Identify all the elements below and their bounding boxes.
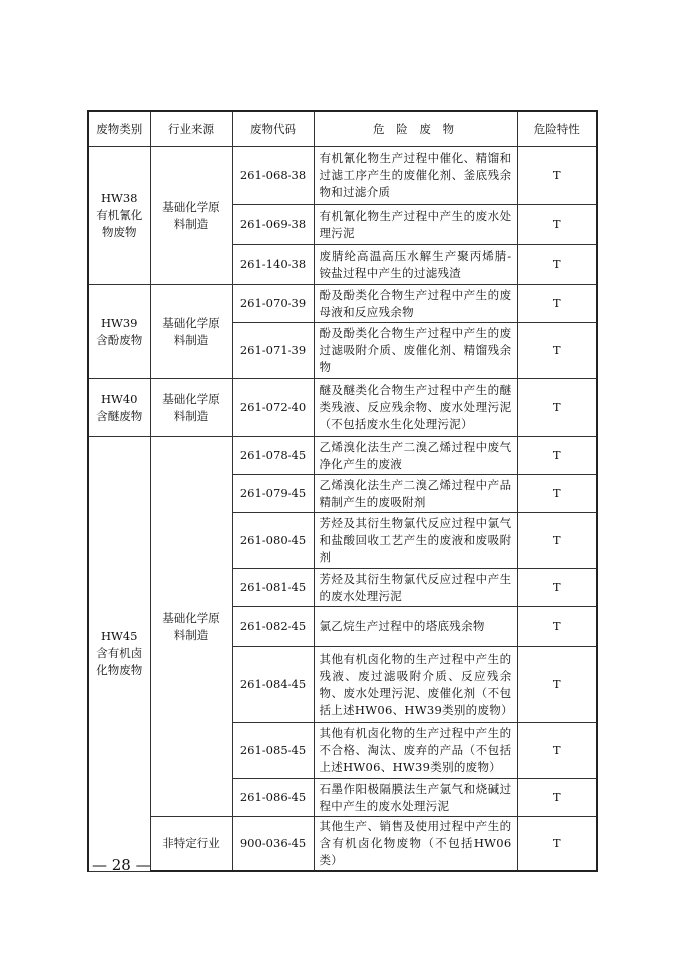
waste-description-cell: 芳烃及其衍生物氯代反应过程中产生的废水处理污泥: [314, 569, 517, 607]
waste-description-cell: 其他有机卤化物的生产过程中产生的不合格、淘汰、废弃的产品（不包括上述HW06、HW39类别的废物）: [314, 723, 517, 779]
waste-description-cell: 有机氰化物生产过程中催化、精馏和过滤工序产生的废催化剂、釜底残余物和过滤介质: [314, 147, 517, 205]
waste-description-cell: 酚及酚类化合物生产过程中产生的废母液和反应残余物: [314, 285, 517, 323]
table-row: [88, 147, 597, 205]
waste-description-cell: 有机氰化物生产过程中产生的废水处理污泥: [314, 205, 517, 245]
hazard-property-cell: T: [517, 607, 597, 647]
waste-description-cell: 其他生产、销售及使用过程中产生的含有机卤化物废物（不包括HW06类）: [314, 817, 517, 872]
hazard-property-cell: T: [517, 437, 597, 475]
table-row: [88, 285, 597, 323]
industry-source-cell: 基础化学原 料制造: [150, 437, 232, 817]
waste-description-cell: 石墨作阳极隔膜法生产氯气和烧碱过程中产生的废水处理污泥: [314, 779, 517, 817]
table-row: [88, 817, 597, 872]
hazard-property-cell: T: [517, 817, 597, 872]
industry-source-cell: 基础化学原 料制造: [150, 379, 232, 437]
hazard-property-cell: T: [517, 323, 597, 379]
waste-description-cell: 废腈纶高温高压水解生产聚丙烯腈-铵盐过程中产生的过滤残渣: [314, 245, 517, 285]
waste-code-cell: 261-084-45: [232, 647, 314, 723]
waste-code-cell: 900-036-45: [232, 817, 314, 872]
header-source: 行业来源: [150, 111, 232, 147]
waste-code-cell: 261-081-45: [232, 569, 314, 607]
waste-code-cell: 261-069-38: [232, 205, 314, 245]
hazard-property-cell: T: [517, 205, 597, 245]
hazard-property-cell: T: [517, 513, 597, 569]
waste-category-cell: HW39 含酚废物: [88, 285, 150, 379]
header-hazard: 危险特性: [517, 111, 597, 147]
waste-code-cell: 261-070-39: [232, 285, 314, 323]
hazard-property-cell: T: [517, 569, 597, 607]
hazardous-waste-table: [87, 110, 598, 872]
waste-code-cell: 261-068-38: [232, 147, 314, 205]
page-number: — 28 —: [92, 856, 151, 874]
hazard-property-cell: T: [517, 147, 597, 205]
industry-source-cell: 基础化学原 料制造: [150, 285, 232, 379]
waste-code-cell: 261-072-40: [232, 379, 314, 437]
waste-code-cell: 261-071-39: [232, 323, 314, 379]
waste-description-cell: 酚及酚类化合物生产过程中产生的废过滤吸附介质、废催化剂、精馏残余物: [314, 323, 517, 379]
hazard-property-cell: T: [517, 245, 597, 285]
waste-code-cell: 261-086-45: [232, 779, 314, 817]
waste-description-cell: 其他有机卤化物的生产过程中产生的残液、废过滤吸附介质、反应残余物、废水处理污泥、废催化剂（不包括上述HW06、HW39类别的废物）: [314, 647, 517, 723]
table-header-row: [88, 111, 597, 147]
waste-category-cell: HW40 含醚废物: [88, 379, 150, 437]
waste-code-cell: 261-140-38: [232, 245, 314, 285]
header-waste: 危 险 废 物: [314, 111, 517, 147]
waste-code-cell: 261-079-45: [232, 475, 314, 513]
waste-category-cell: HW38 有机氰化 物废物: [88, 147, 150, 285]
waste-description-cell: 乙烯溴化法生产二溴乙烯过程中废气净化产生的废液: [314, 437, 517, 475]
hazard-property-cell: T: [517, 647, 597, 723]
hazard-property-cell: T: [517, 475, 597, 513]
waste-category-cell: HW45 含有机卤 化物废物: [88, 437, 150, 872]
hazard-property-cell: T: [517, 285, 597, 323]
waste-description-cell: 氯乙烷生产过程中的塔底残余物: [314, 607, 517, 647]
table-row: [88, 379, 597, 437]
hazard-property-cell: T: [517, 379, 597, 437]
waste-code-cell: 261-080-45: [232, 513, 314, 569]
waste-description-cell: 芳烃及其衍生物氯代反应过程中氯气和盐酸回收工艺产生的废液和废吸附剂: [314, 513, 517, 569]
table-body: [88, 147, 597, 872]
header-category: 废物类别: [88, 111, 150, 147]
industry-source-cell: 基础化学原 料制造: [150, 147, 232, 285]
industry-source-cell: 非特定行业: [150, 817, 232, 872]
header-code: 废物代码: [232, 111, 314, 147]
waste-code-cell: 261-082-45: [232, 607, 314, 647]
table-row: [88, 437, 597, 475]
waste-code-cell: 261-085-45: [232, 723, 314, 779]
hazard-property-cell: T: [517, 779, 597, 817]
waste-description-cell: 醚及醚类化合物生产过程中产生的醚类残液、反应残余物、废水处理污泥（不包括废水生化处理污泥）: [314, 379, 517, 437]
hazard-property-cell: T: [517, 723, 597, 779]
waste-description-cell: 乙烯溴化法生产二溴乙烯过程中产品精制产生的废吸附剂: [314, 475, 517, 513]
waste-code-cell: 261-078-45: [232, 437, 314, 475]
